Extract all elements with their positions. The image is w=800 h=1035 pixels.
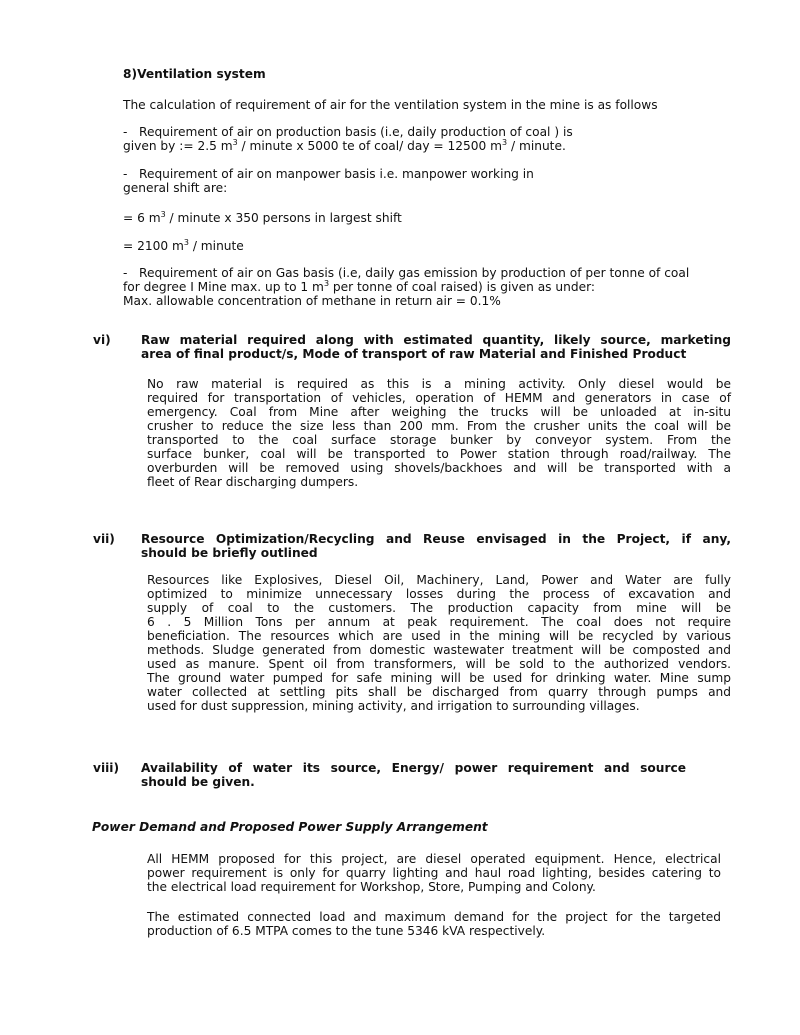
section-vii-heading [141,532,731,560]
gas-basis-line3: Max. allowable concentration of methane in return air = 0.1% [123,294,501,308]
text: = 2100 m [123,239,184,253]
text: for degree I Mine max. up to 1 m [123,280,324,294]
body-line: 6 . 5 Million Tons per annum at peak requirement. The coal does not require [147,615,731,629]
section-vi-heading-line2: area of final product/s, Mode of transport of raw Material and Finished Product [141,347,687,361]
gas-basis-line2 [123,280,689,294]
body-line: required for transportation of vehicles, operation of HEMM and generators in case of [147,391,731,405]
manpower-basis-paragraph [123,167,534,195]
superscript: 3 [232,138,238,147]
body-line: emergency. Coal from Mine after weighing the trucks will be unloaded at in-situ [147,405,731,419]
section-vi-heading [141,333,731,361]
body-line: beneficiation. The resources which are used in the mining will be recycled by various [147,629,731,643]
section-vii-number: vii) [93,532,115,546]
superscript: 3 [502,138,508,147]
production-basis-paragraph [123,125,573,153]
section-vii-body [147,573,731,713]
power-subheading: Power Demand and Proposed Power Supply Arrangement [92,820,488,834]
body-line: The estimated connected load and maximum demand for the project for the targeted [147,910,721,924]
body-line: supply of coal to the customers. The production capacity from mine will be [147,601,731,615]
section-vi-number: vi) [93,333,111,347]
text: given by := 2.5 m [123,139,233,153]
section-vi-body [147,377,731,489]
text: per tonne of coal raised) is given as under: [329,280,595,294]
body-line: used as manure. Spent oil from transformers, will be sold to the authorized vendors. [147,657,731,671]
production-basis-line1: - Requirement of air on production basis (i.e, daily production of coal ) is [123,125,573,139]
body-line: the electrical load requirement for Workshop, Store, Pumping and Colony. [147,880,596,894]
text: / minute. [507,139,566,153]
body-line: optimized to minimize unnecessary losses during the process of excavation and [147,587,731,601]
section-vii-heading-line2: should be briefly outlined [141,546,318,560]
production-basis-line2 [123,139,573,153]
body-line: No raw material is required as this is a mining activity. Only diesel would be [147,377,731,391]
body-line: transported to the coal surface storage bunker by conveyor system. From the [147,433,731,447]
text: / minute x 350 persons in largest shift [165,211,402,225]
body-line: production of 6.5 MTPA comes to the tune 5346 kVA respectively. [147,924,546,938]
superscript: 3 [183,238,189,247]
manpower-formula-1 [123,211,402,225]
manpower-basis-line1: - Requirement of air on manpower basis i.e. manpower working in [123,167,534,181]
body-line: fleet of Rear discharging dumpers. [147,475,359,489]
ventilation-heading-number: 8) [123,67,138,81]
gas-basis-line1: - Requirement of air on Gas basis (i.e, daily gas emission by production of per tonne of coal [123,266,690,280]
section-vii-heading-line1: Resource Optimization/Recycling and Reuse envisaged in the Project, if any, [141,532,731,546]
manpower-basis-line2: general shift are: [123,181,228,195]
body-line: The ground water pumped for safe mining will be used for drinking water. Mine sump [147,671,731,685]
body-line: Resources like Explosives, Diesel Oil, Machinery, Land, Power and Water are fully [147,573,731,587]
section-viii-number: viii) [93,761,120,775]
body-line: power requirement is only for quarry lighting and haul road lighting, besides catering to [147,866,721,880]
section-viii-heading [141,761,686,789]
body-line: surface bunker, coal will be transported to Power station through road/railway. The [147,447,731,461]
section-viii-heading-line1: Availability of water its source, Energy/ power requirement and source [141,761,686,775]
text: / minute [188,239,244,253]
manpower-formula-2 [123,239,244,253]
ventilation-heading-text: Ventilation system [137,67,266,81]
body-line: used for dust suppression, mining activity, and irrigation to surrounding villages. [147,699,640,713]
gas-basis-paragraph [123,266,689,308]
ventilation-intro: The calculation of requirement of air for the ventilation system in the mine is as follows [123,98,658,112]
body-line: crusher to reduce the size less than 200 mm. From the crusher units the coal will be [147,419,731,433]
section-viii-heading-line2: should be given. [141,775,255,789]
power-paragraph-1 [147,852,721,894]
power-paragraph-2 [147,910,721,938]
text: = 6 m [123,211,161,225]
text: / minute x 5000 te of coal/ day = 12500 m [237,139,503,153]
section-vi-heading-line1: Raw material required along with estimated quantity, likely source, marketing [141,333,731,347]
body-line: All HEMM proposed for this project, are diesel operated equipment. Hence, electrical [147,852,721,866]
body-line: methods. Sludge generated from domestic wastewater treatment will be composted and [147,643,731,657]
body-line: water collected at settling pits shall be discharged from quarry through pumps and [147,685,731,699]
superscript: 3 [160,210,166,219]
ventilation-heading [123,67,266,81]
body-line: overburden will be removed using shovels/backhoes and will be transported with a [147,461,731,475]
superscript: 3 [323,279,330,288]
